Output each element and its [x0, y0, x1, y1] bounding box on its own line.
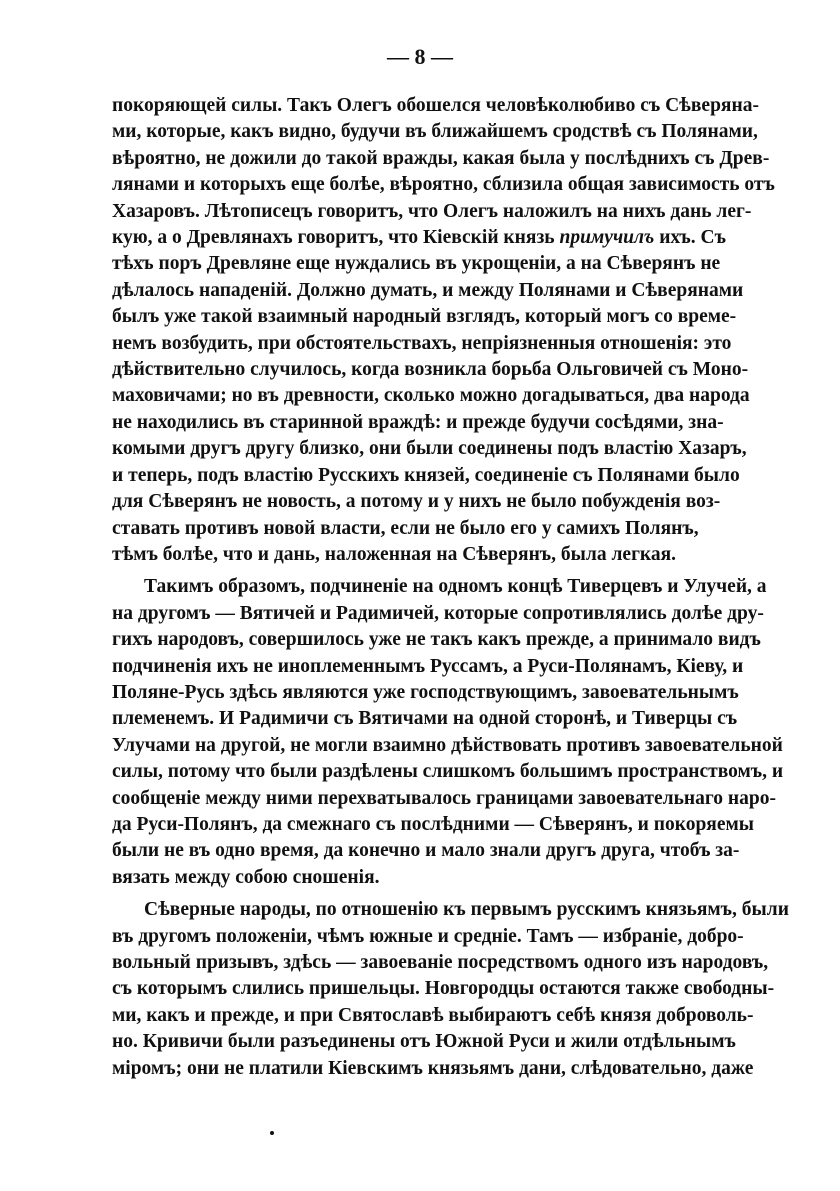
text-line: ставать противъ новой власти, если не было его у самихъ Полянъ,	[112, 517, 699, 539]
text-line: съ которымъ слились пришельцы. Новгородцы остаются также свободны-	[112, 978, 775, 1000]
text-line: покоряющей силы. Такъ Олегъ обошелся человѣколюбиво съ Сѣверяна-	[112, 95, 759, 116]
text-line: лянами и которыхъ еще болѣе, вѣроятно, сблизила общая зависимость отъ	[112, 174, 775, 196]
text-line: вѣроятно, не дожили до такой вражды, какая была у послѣднихъ съ Древ-	[112, 147, 770, 169]
text-line: силы, потому что были раздѣлены слишкомъ большимъ пространствомъ, и	[112, 761, 784, 783]
text-line: сообщеніе между ними перехватывалось границами завоевательнаго наро-	[112, 787, 776, 809]
page-number: — 8 —	[387, 44, 453, 69]
text-line: комыми другъ другу близко, они были соединены подъ властію Хазаръ,	[112, 438, 747, 460]
text-line: на другомъ — Вятичей и Радимичей, которые сопротивлялись долѣе дру-	[112, 602, 764, 624]
text-line: въ другомъ положеніи, чѣмъ южные и средніе. Тамъ — избраніе, добро-	[112, 925, 744, 947]
text-line: тѣхъ поръ Древляне еще нуждались въ укрощеніи, а на Сѣверянъ не	[112, 253, 721, 275]
paragraph	[112, 93, 775, 568]
text-line: дѣлалось нападеній. Должно думать, и между Полянами и Сѣверянами	[112, 279, 744, 301]
text-line: Улучами на другой, не могли взаимно дѣйствовать противъ завоевательной	[112, 734, 783, 756]
text-line: подчиненія ихъ не иноплеменнымъ Руссамъ, а Руси-Полянамъ, Кіеву, и	[112, 655, 744, 677]
text-line: Сѣверные народы, по отношенію къ первымъ русскимъ князьямъ, были	[144, 899, 789, 921]
text-line: тѣмъ болѣе, что и дань, наложенная на Сѣверянъ, была легкая.	[112, 543, 677, 565]
text-line: вольный призывъ, здѣсь — завоеваніе посредствомъ одного изъ народовъ,	[112, 952, 769, 973]
text-line: маховичами; но въ древности, сколько можно догадываться, два народа	[112, 385, 750, 407]
paragraph	[112, 897, 789, 1082]
emphasized-word: примучилъ	[559, 227, 655, 249]
text-line: Такимъ образомъ, подчиненіе на одномъ концѣ Тиверцевъ и Улучей, а	[144, 576, 767, 598]
body-text	[112, 93, 789, 1082]
text-line: для Сѣверянъ не новость, а потому и у нихъ не было побужденія воз-	[112, 491, 721, 513]
text-line: гихъ народовъ, совершилось уже не такъ какъ прежде, а принимало видъ	[112, 629, 761, 651]
text-line: племенемъ. И Радимичи съ Вятичами на одной сторонѣ, и Тиверцы съ	[112, 708, 738, 730]
text-line: дѣйствительно случилось, когда возникла борьба Ольговичей съ Моно-	[112, 359, 749, 381]
text-line: ми, какъ и прежде, и при Святославѣ выбираютъ себѣ князя доброволь-	[112, 1004, 754, 1026]
paragraph	[112, 574, 784, 891]
print-speck	[270, 1131, 274, 1135]
text-line: кую, а о Древлянахъ говоритъ, что Кіевскій князь примучилъ ихъ. Съ	[112, 227, 726, 249]
text-line: не находились въ старинной враждѣ: и прежде будучи сосѣдями, зна-	[112, 411, 724, 433]
text-line: Хазаровъ. Лѣтописецъ говоритъ, что Олегъ наложилъ на нихъ дань лег-	[112, 200, 752, 222]
text-line: Поляне-Русь здѣсь являются уже господствующимъ, завоевательнымъ	[112, 681, 739, 703]
text-line: былъ уже такой взаимный народный взглядъ, который могъ со време-	[112, 306, 737, 328]
text-line: немъ возбудить, при обстоятельствахъ, непріязненныя отношенія: это	[112, 332, 732, 354]
text-line: да Руси-Полянъ, да смежнаго съ послѣдними — Сѣверянъ, и покоряемы	[112, 813, 755, 835]
text-line: но. Кривичи были разъединены отъ Южной Руси и жили отдѣльнымъ	[112, 1031, 736, 1053]
text-line: и теперь, подъ властію Русскихъ князей, соединеніе съ Полянами было	[112, 464, 740, 486]
text-line: вязать между собою сношенія.	[112, 866, 380, 888]
text-line: были не въ одно время, да конечно и мало знали другъ друга, чтобъ за-	[112, 840, 740, 862]
text-line: ми, которые, какъ видно, будучи въ ближайшемъ сродствѣ съ Полянами,	[112, 121, 758, 143]
text-line: міромъ; они не платили Кіевскимъ князьямъ дани, слѣдовательно, даже	[112, 1057, 754, 1079]
